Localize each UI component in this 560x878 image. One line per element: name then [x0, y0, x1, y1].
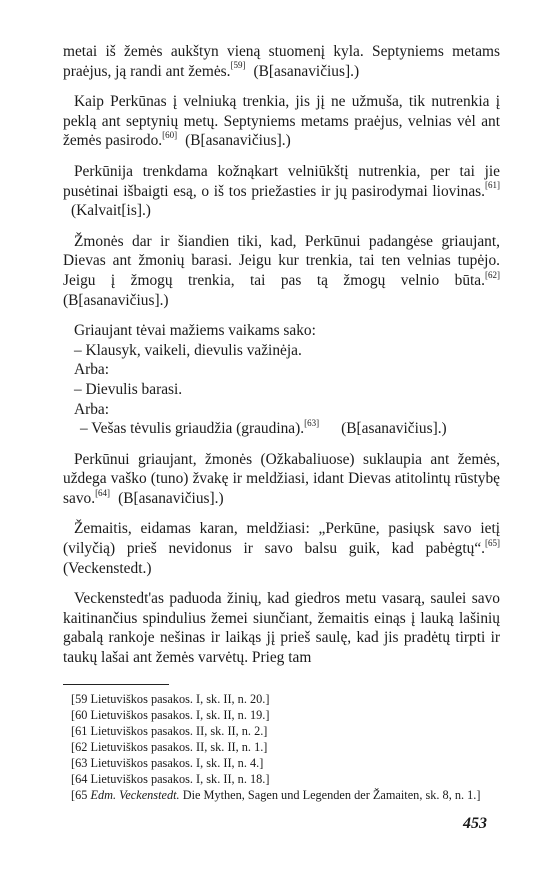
dialogue-line-last — [63, 419, 500, 439]
footnote-ref: [61] — [485, 180, 500, 191]
paragraph-text: Veckenstedt'as paduoda žinių, kad giedros metu vasarą, saulei savo kaitinančius spindulius žemei siunčiant, žemaitis einąs į lauką lašinių gabalą rankoje nešinas ir laikąs jį prieš saulę, kad jis pradėtų tirpti ir taukų lašai ant žemės varvėtų. Prieg tam — [63, 590, 500, 667]
footnote-61: [61 Lietuviškos pasakos. II, sk. II, n. 2.] — [71, 723, 268, 738]
dialogue-arba: Arba: — [74, 361, 110, 379]
footnote-62: [62 Lietuviškos pasakos. II, sk. II, n. 1.] — [71, 739, 268, 754]
footnote-ref: [65] — [485, 537, 500, 548]
footnotes — [63, 691, 500, 804]
paragraph-text: Perkūnui griaujant, žmonės (Ožkabaliuose) suklaupia ant žemės, uždega vaško (tuno) žvakę ir meldžiasi, idant Dievas atitolintų rūstybę savo. — [63, 450, 500, 507]
paragraph-1 — [63, 42, 500, 81]
paragraph-2 — [63, 92, 500, 151]
paragraph-text: Žemaitis, eidamas karan, meldžiasi: „Perkūne, pasiųsk savo ietį (vilyčią) prieš nevidonus ir savo balsu guik, kad pabėgtų“. — [63, 520, 500, 558]
footnote-59: [59 Lietuviškos pasakos. I, sk. II, n. 20.] — [71, 691, 270, 706]
paragraph-7 — [63, 589, 500, 667]
footnote-ref: [62] — [485, 269, 500, 280]
footnote-ref: [63] — [304, 417, 320, 428]
paragraph-text: metai iš žemės aukštyn vieną stuomenį kyla. Septyniems metams praėjus, ją randi ant žemės. — [63, 43, 500, 80]
source-citation: (Kalvait[is].) — [71, 202, 151, 220]
paragraph-text: Perkūnija trenkdama kožnąkart velniūkštį nutrenkia, per tai jie pusėtinai išbaigti esą, o iš tos priežasties ir jų pasirodymai liovinas. — [63, 162, 500, 200]
paragraph-5 — [63, 450, 500, 509]
source-citation: (Veckenstedt.) — [63, 559, 152, 577]
footnote-63: [63 Lietuviškos pasakos. I, sk. II, n. 4.] — [71, 756, 264, 770]
dialogue-block — [63, 321, 500, 439]
source-citation: (B[asanavičius].) — [63, 291, 169, 309]
page-body — [63, 42, 500, 803]
footnote-64: [64 Lietuviškos pasakos. I, sk. II, n. 18.] — [71, 772, 270, 787]
source-citation: (B[asanavičius].) — [341, 420, 447, 438]
paragraph-6 — [63, 519, 500, 578]
footnote-ref: [60] — [162, 130, 178, 141]
paragraph-text: Kaip Perkūnas į velniuką trenkia, jis jį ne užmuša, tik nutrenkia į peklą ant septynių metų. Septyniems metams praėjus, velnias vėl ant žemės pasirodo. — [63, 93, 500, 150]
dialogue-line: – Klausyk, vaikeli, dievulis važinėja. — [74, 341, 302, 359]
footnote-ref: [59] — [230, 60, 246, 71]
source-citation: (B[asanavičius].) — [253, 62, 360, 80]
footnote-ref: [64] — [95, 487, 111, 498]
source-citation: (B[asanavičius].) — [118, 489, 224, 507]
footnote-65: [65 Edm. Veckenstedt. Die Mythen, Sagen und Legenden der Žamaiten, sk. 8, n. 1.] — [71, 788, 481, 803]
paragraph-3 — [63, 162, 500, 221]
footnote-divider — [63, 684, 169, 685]
paragraph-4 — [63, 232, 500, 310]
dialogue-arba: Arba: — [74, 400, 110, 418]
dialogue-line-text: – Vešas tėvulis griaudžia (graudina). — [80, 420, 305, 438]
dialogue-intro: Griaujant tėvai mažiems vaikams sako: — [74, 322, 316, 340]
page-number: 453 — [463, 815, 487, 832]
paragraph-text: Žmonės dar ir šiandien tiki, kad, Perkūnui padangėse griaujant, Dievas ant žmonių barasi. Jeigu kur trenkia, tai ten velnias tupėjo. Jeigu į žmogų trenkia, tai pas tą žmogų velnio būta. — [63, 232, 500, 289]
dialogue-line: – Dievulis barasi. — [74, 380, 183, 398]
footnote-60: [60 Lietuviškos pasakos. I, sk. II, n. 19.] — [71, 707, 270, 722]
source-citation: (B[asanavičius].) — [185, 132, 291, 150]
